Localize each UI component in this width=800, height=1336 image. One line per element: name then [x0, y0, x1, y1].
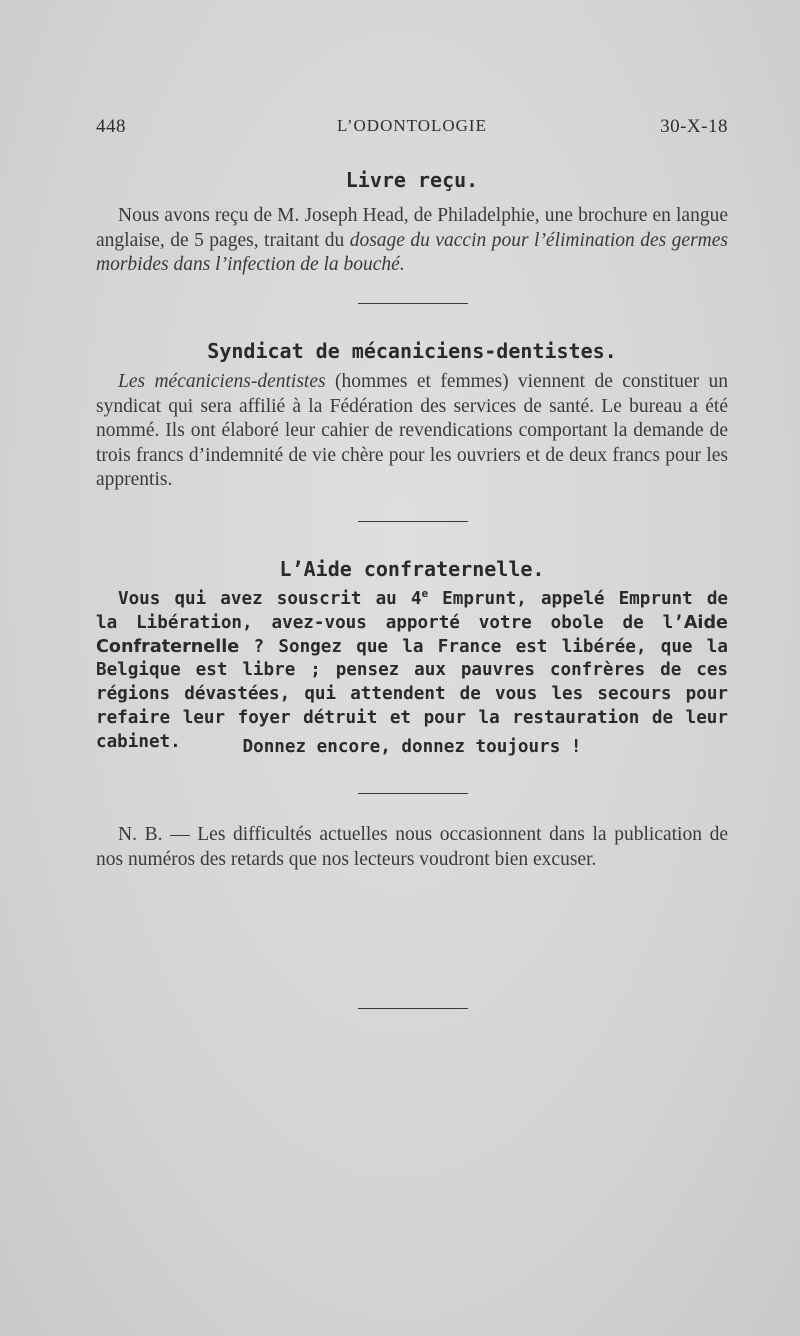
section-title-livre-recu: Livre reçu. [345, 168, 479, 192]
paragraph-text: Vous qui avez souscrit au 4 [118, 589, 422, 609]
page-number: 448 [96, 116, 126, 137]
section-title-syndicat: Syndicat de mécaniciens-dentistes. [207, 339, 617, 363]
paragraph-text: Nous avons reçu de M. Joseph Head, de Philadelphie, une brochure en langue anglaise, de 5 pages, traitant du [96, 205, 728, 251]
journal-title: L’ODONTOLOGIE [337, 116, 487, 135]
note-paragraph [96, 823, 728, 872]
paragraph-text: Emprunt, appelé Emprunt de la Libération, avez-vous apporté votre obole de l’ [96, 589, 728, 633]
closing-line: Donnez encore, donnez toujours ! [242, 737, 582, 757]
superscript: e [421, 587, 429, 600]
issue-date: 30-X-18 [660, 116, 728, 137]
paragraph-strong-text: Aide Confraternelle [96, 612, 728, 657]
paragraph-syndicat [96, 370, 728, 493]
running-header [96, 116, 728, 144]
section-divider [358, 303, 468, 304]
paragraph-italic-text: dosage du vaccin pour l’élimination des germes morbides dans l’infection de la bouché. [96, 229, 729, 275]
closing-divider [358, 1008, 468, 1009]
note-text: N. B. — Les difficultés actuelles nous occasionnent dans la publication de nos numéros des retards que nos lecteurs voudront bien excuser. [96, 824, 728, 870]
paragraph-livre-recu [96, 204, 728, 278]
paragraph-italic-text: Les mécaniciens-dentistes [118, 371, 326, 392]
paragraph-text: ? Songez que la France est libérée, que la Belgique est libre ; pensez aux pauvres confrères de ces régions dévastées, qui attendent de vous les secours pour refaire leur foyer détruit et pour la restauration de leur cabinet. [96, 636, 728, 752]
section-divider [358, 793, 468, 794]
section-title-aide-confraternelle: L’Aide confraternelle. [279, 557, 545, 581]
section-divider [358, 521, 468, 522]
paragraph-aide-confraternelle [96, 588, 728, 755]
paragraph-text: (hommes et femmes) viennent de constituer un syndicat qui sera affilié à la Fédération des services de santé. Le bureau a été nommé. Ils ont élaboré leur cahier de revendications comportant la demande de trois francs d’indemnité de vie chère pour les ouvriers et de deux francs pour les apprentis. [96, 371, 728, 490]
